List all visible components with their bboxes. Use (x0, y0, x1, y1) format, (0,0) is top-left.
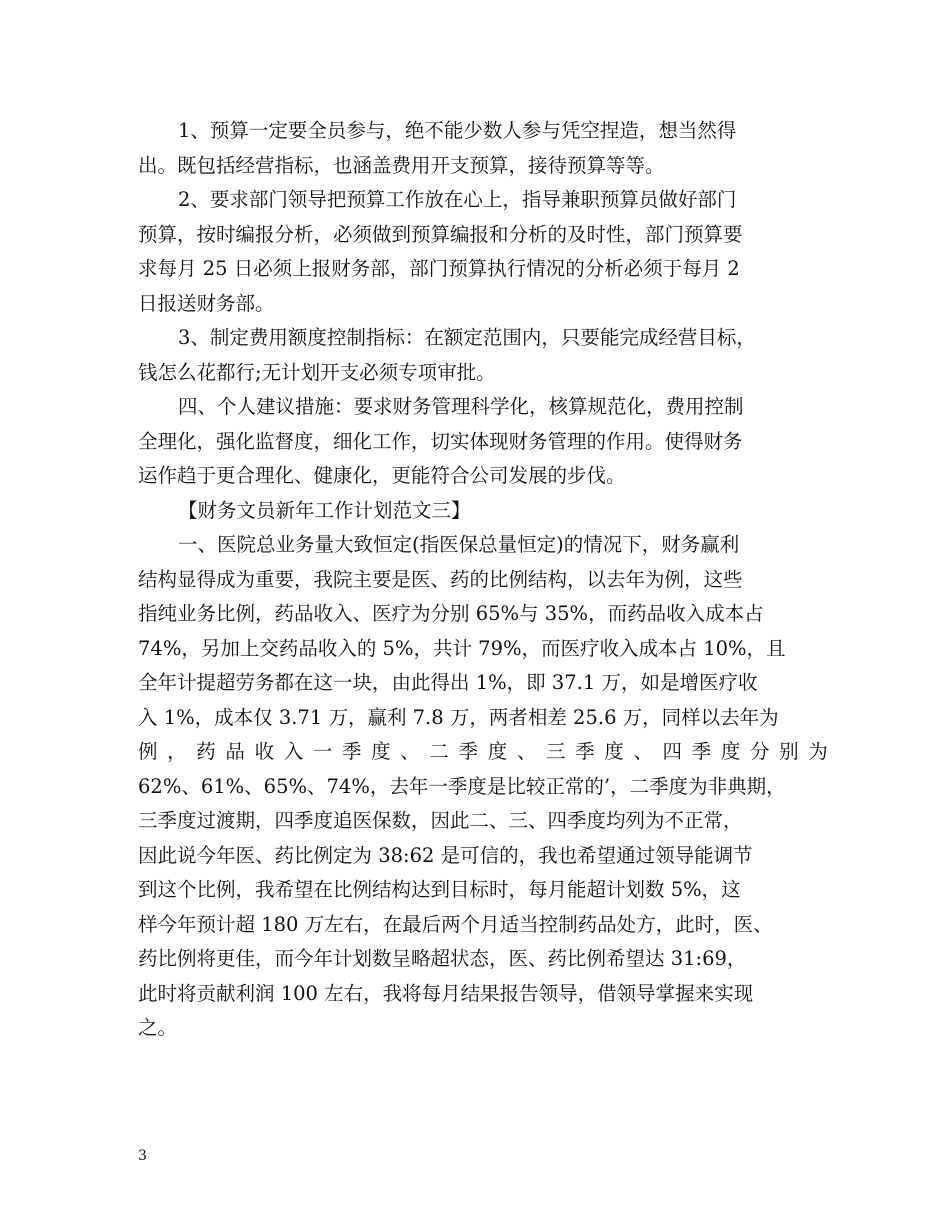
paragraph-2-line-1: 2、要求部门领导把预算工作放在心上，指导兼职预算员做好部门 (178, 188, 737, 211)
justified-character: 品 (225, 740, 245, 763)
paragraph-3-line-1: 3、制定费用额度控制指标：在额定范围内，只要能完成经营目标， (178, 326, 756, 349)
justified-character: 例 (138, 740, 158, 763)
justified-character: 分 (749, 740, 770, 763)
paragraph-2-line-4: 日报送财务部。 (138, 291, 275, 315)
paragraph-1-line-2: 出。既包括经营指标，也涵盖费用开支预算，接待预算等等。 (138, 153, 665, 177)
paragraph-5-line-2: 结构显得成为重要，我院主要是医、药的比例结构，以去年为例，这些 (138, 567, 743, 591)
paragraph-5-line-9: 三季度过渡期，四季度追医保数，因此二、三、四季度均列为不正常， (138, 809, 743, 832)
body-text (138, 114, 828, 1046)
paragraph-5-line-15: 之。 (138, 1016, 178, 1039)
justified-character: 药 (196, 740, 216, 763)
justified-character: 四 (662, 740, 683, 763)
justified-character: 度 (720, 740, 741, 763)
page-number: 3 (138, 1148, 147, 1164)
paragraph-5-line-13: 药比例将更佳，而今年计划数呈略超状态，医、药比例希望达 31:69， (138, 947, 747, 970)
justified-character: 度 (371, 740, 391, 763)
justified-character: 为 (808, 740, 828, 763)
justified-character: 三 (545, 740, 566, 763)
justified-character: 季 (691, 740, 712, 763)
paragraph-5-line-4: 74%，另加上交药品收入的 5%，共计 79%，而医疗收入成本占 10%，且 (138, 636, 786, 660)
justified-character: 度 (604, 740, 624, 763)
justified-character: 季 (575, 740, 595, 763)
justified-character: 度 (487, 740, 508, 763)
justified-character: 、 (633, 740, 653, 763)
justified-character: 、 (516, 740, 537, 763)
paragraph-5-line-10: 因此说今年医、药比例定为 38:62 是可信的，我也希望通过领导能调节 (138, 843, 753, 867)
paragraph-1-line-1: 1、预算一定要全员参与，绝不能少数人参与凭空捏造，想当然得 (178, 119, 737, 142)
justified-character: 二 (429, 740, 449, 763)
paragraph-4-line-1: 四、个人建议措施：要求财务管理科学化，核算规范化，费用控制 (178, 395, 744, 418)
justified-character: 季 (341, 740, 362, 763)
justified-character: 收 (254, 740, 275, 763)
paragraph-5-line-5: 全年计提超劳务都在这一块，由此得出 1%，即 37.1 万，如是增医疗收 (138, 671, 758, 694)
paragraph-5-line-8: 62%、61%、65%、74%，去年一季度是比较正常的’，二季度为非典期， (138, 774, 786, 798)
paragraph-2-line-2: 预算，按时编报分析，必须做到预算编报和分析的及时性，部门预算要 (138, 222, 743, 246)
paragraph-4-line-2: 全理化，强化监督度，细化工作，切实体现财务管理的作用。使得财务 (138, 429, 743, 453)
paragraph-5-line-11: 到这个比例，我希望在比例结构达到目标时，每月能超计划数 5%，这 (138, 878, 741, 901)
justified-character: 入 (283, 740, 304, 763)
justified-character: 、 (400, 740, 420, 763)
paragraph-3-line-2: 钱怎么花都行;无计划开支必须专项审批。 (138, 360, 496, 384)
paragraph-5-line-14: 此时将贡献利润 100 左右，我将每月结果报告领导，借领导掌握来实现 (138, 981, 754, 1005)
paragraph-5-line-12: 样今年预计超 180 万左右，在最后两个月适当控制药品处方，此时，医、 (138, 912, 773, 936)
paragraph-2-line-3: 求每月 25 日必须上报财务部，部门预算执行情况的分析必须于每月 2 (138, 257, 740, 280)
paragraph-5-line-7 (138, 735, 828, 770)
section-heading: 【财务文员新年工作计划范文三】 (178, 498, 471, 522)
justified-character: 一 (312, 740, 333, 763)
paragraph-5-line-1: 一、医院总业务量大致恒定(指医保总量恒定)的情况下，财务赢利 (178, 533, 740, 556)
paragraph-5-line-6: 入 1%，成本仅 3.71 万，赢利 7.8 万，两者相差 25.6 万，同样以去年为 (138, 705, 779, 729)
paragraph-4-line-3: 运作趋于更合理化、健康化，更能符合公司发展的步伐。 (138, 464, 626, 487)
justified-character: 季 (458, 740, 479, 763)
paragraph-5-line-3: 指纯业务比例，药品收入、医疗为分别 65%与 35%，而药品收入成本占 (138, 602, 764, 625)
justified-character: 别 (779, 740, 799, 763)
justified-character: ， (167, 740, 187, 763)
